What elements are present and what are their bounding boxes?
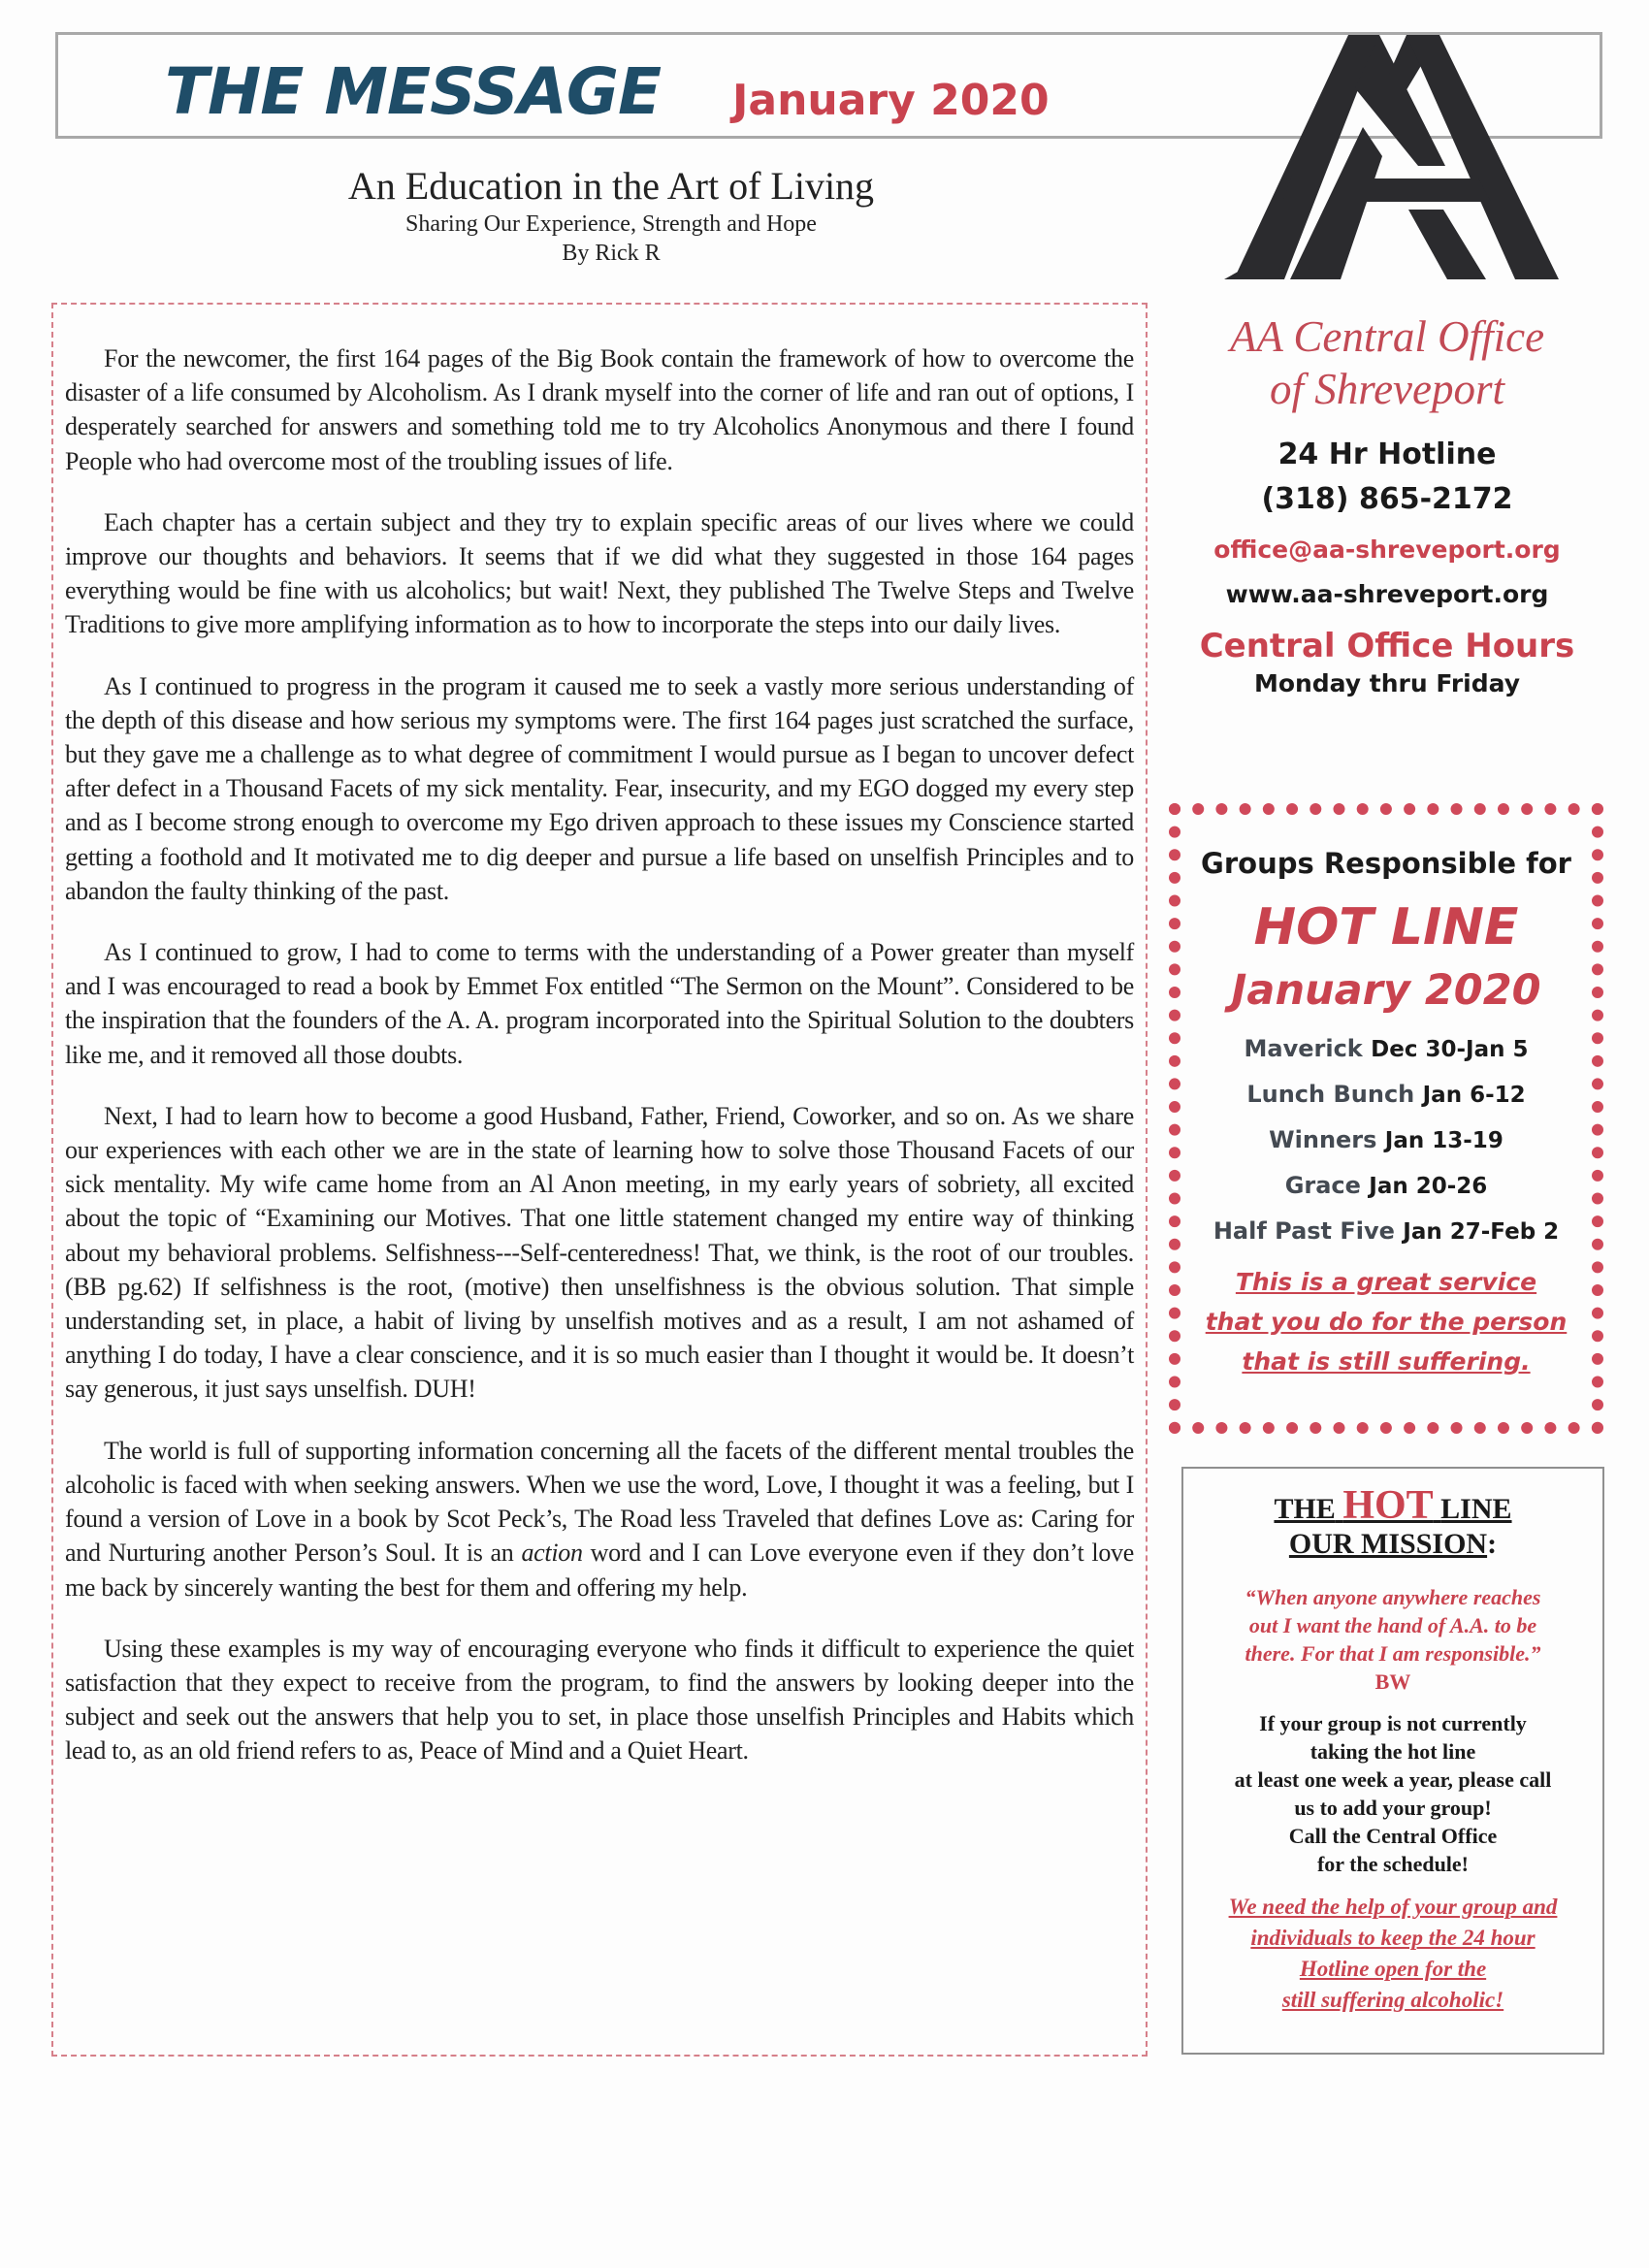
note-line: This is a great service <box>1235 1268 1537 1296</box>
group-dates: Jan 27-Feb 2 <box>1403 1219 1560 1245</box>
appeal-line: Hotline open for the <box>1299 1957 1487 1981</box>
group-dates: Jan 6-12 <box>1422 1083 1526 1108</box>
group-name: Winners <box>1269 1126 1377 1153</box>
group-name: Lunch Bunch <box>1246 1081 1415 1108</box>
hotline-title: HOT LINE <box>1253 898 1519 956</box>
issue-date: January 2020 <box>732 76 1050 125</box>
body-line: taking the hot line <box>1310 1739 1476 1764</box>
mission-box <box>1181 1467 1604 2055</box>
mission-body <box>1183 1709 1602 1878</box>
hotline-group-row <box>1180 1118 1592 1163</box>
article-heading <box>291 163 931 268</box>
group-dates: Jan 20-26 <box>1369 1174 1488 1199</box>
body-line: at least one week a year, please call <box>1234 1767 1552 1792</box>
quote-line: “When anyone anywhere reaches <box>1245 1585 1541 1609</box>
note-line: that is still suffering. <box>1242 1347 1531 1376</box>
office-email-link[interactable]: office@aa-shreveport.org <box>1213 535 1561 564</box>
title-colon: : <box>1487 1528 1498 1560</box>
article-paragraph: For the newcomer, the first 164 pages of the Big Book contain the framework of how to overcome the disaster of a life consumed by Alcoholism. As I drank myself into the corner of life and ran out of options, I desperately searched for answers and something told me to try Alcoholics Anonymous and there I found People who had overcome most of the troubling issues of life. <box>65 344 1134 475</box>
hotline-schedule-box <box>1169 803 1603 1434</box>
office-name-line: of Shreveport <box>1269 365 1505 413</box>
hotline-group-row <box>1180 1209 1592 1254</box>
quote-line: out I want the hand of A.A. to be <box>1248 1613 1537 1637</box>
title-mission: OUR MISSION <box>1288 1528 1488 1560</box>
article-paragraph <box>65 1434 1134 1604</box>
hotline-thanks-note <box>1180 1262 1592 1381</box>
article-paragraph: Using these examples is my way of encouraging everyone who finds it difficult to experience the quiet satisfaction that they expect to receive from the program, to find the answers by looking deeper into the subject and seek out the answers that help you to set, in place those unselfish Principles and Habits which lead to, as an old friend refers to as, Peace of Mind and a Quiet Heart. <box>65 1634 1134 1766</box>
article-title: An Education in the Art of Living <box>347 164 875 208</box>
mission-appeal <box>1183 1892 1602 2016</box>
title-the: THE <box>1274 1493 1336 1525</box>
body-line: Call the Central Office <box>1288 1824 1498 1848</box>
article-paragraph: As I continued to grow, I had to come to terms with the understanding of a Power greater than myself and I was encouraged to read a book by Emmet Fox entitled “The Sermon on the Mount”. Considered to be the inspiration that the founders of the A. A. program incorporated into the Spiritual Solution to the doubters like me, and it removed all those doubts. <box>65 938 1134 1069</box>
hotline-group-row <box>1180 1163 1592 1209</box>
hotline-phone[interactable]: (318) 865-2172 <box>1261 482 1513 516</box>
title-line: LINE <box>1440 1493 1512 1525</box>
body-line: If your group is not currently <box>1259 1711 1527 1735</box>
office-hours-days: Monday thru Friday <box>1253 669 1521 697</box>
group-name: Grace <box>1284 1172 1361 1199</box>
body-line: us to add your group! <box>1294 1796 1492 1820</box>
hotline-group-row <box>1180 1072 1592 1118</box>
body-line: for the schedule! <box>1316 1852 1470 1876</box>
mission-quote <box>1183 1583 1602 1668</box>
article-byline: By Rick R <box>562 241 661 266</box>
office-name-line: AA Central Office <box>1229 312 1545 361</box>
hotline-label: 24 Hr Hotline <box>1277 437 1497 471</box>
note-line: that you do for the person <box>1205 1308 1568 1336</box>
hotline-group-row <box>1180 1026 1592 1072</box>
quote-line: there. For that I am responsible.” <box>1245 1641 1541 1666</box>
appeal-line: We need the help of your group and <box>1228 1895 1558 1919</box>
mission-title-line1 <box>1183 1483 1602 1528</box>
article-paragraph: As I continued to progress in the program it caused me to seek a vastly more serious understanding of the depth of this disease and how serious my symptoms were. The first 164 pages just scratched the surface, but they gave me a challenge as to what degree of commitment I would pursue as I began to uncover defect after defect in a Thousand Facets of my sick mentality. Fear, insecurity, and my EGO dogged my every step and as I become strong enough to overcome my Ego driven approach to these issues my Conscience started getting a foothold and It motivated me to dig deeper and pursue a life based on unselfish Principles and to abandon the faulty thinking of the past. <box>65 671 1134 905</box>
logo-text: AA <box>1224 35 1226 36</box>
article-paragraph: Next, I had to learn how to become a good Husband, Father, Friend, Coworker, and so on. As we share our experiences with each other we are in the state of learning how to solve those Thousand Facets of our sick mentality. My wife came home from an Al Anon meeting, in my early years of sobriety, all excited about the topic of “Examining our Motives. That one little statement changed my entire way of thinking about my behavioral problems. Selfishness---Self-centeredness! That, we think, is the root of our troubles. (BB pg.62) If selfishness is the root, (motive) then unselfishness is the obvious solution. That simple understanding set, in place, a habit of living by unselfish motives and as a result, I am not ashamed of anything I do today, I have a clear conscience, and it is so much easier than I thought it would be. It doesn’t say generous, it just says unselfish. DUH! <box>65 1101 1134 1404</box>
paragraph-text: The world is full of supporting information concerning all the facets of the different mental troubles the alcoholic is faced with when seeking answers. When we use the word, Love, I thought it was a feeling, but I found a version of Love in a book by Scot Peck’s, The Road less Traveled that defines Love as: Caring for and Nurturing another Person’s Soul. It is an <box>65 1436 1134 1568</box>
quote-author: BW <box>1374 1669 1411 1694</box>
newsletter-title: THE MESSAGE <box>165 54 662 129</box>
aa-logo-icon <box>1224 35 1559 285</box>
mission-title-line2 <box>1183 1527 1602 1562</box>
mission-title <box>1183 1483 1602 1562</box>
paragraph-text: word and I can Love everyone even if they don’t love me back by sincerely wanting the best for them and offering my help. <box>65 1539 1134 1602</box>
website-link[interactable]: www.aa-shreveport.org <box>1225 580 1549 608</box>
appeal-line: individuals to keep the 24 hour <box>1250 1926 1536 1950</box>
hotline-month: January 2020 <box>1231 966 1541 1015</box>
group-name: Maverick <box>1244 1035 1363 1062</box>
appeal-line: still suffering alcoholic! <box>1281 1988 1504 2012</box>
office-info <box>1159 310 1615 700</box>
office-hours-title: Central Office Hours <box>1199 627 1575 665</box>
article-subtitle: Sharing Our Experience, Strength and Hope <box>405 211 817 237</box>
emphasis-text: action <box>521 1539 583 1568</box>
title-hot: HOT <box>1342 1483 1434 1528</box>
article-paragraph: Each chapter has a certain subject and they try to explain specific areas of our lives where we could improve our thoughts and behaviors. It seems that if we did what they suggested in those 164 pages everything would be fine with us alcoholics; but wait! Next, they published The Twelve Steps and Twelve Traditions to give more amplifying information as to how to incorporate the steps into our daily lives. <box>65 507 1134 639</box>
group-name: Half Past Five <box>1212 1217 1395 1245</box>
group-dates: Jan 13-19 <box>1384 1128 1504 1153</box>
article-body <box>51 303 1148 2057</box>
hotline-heading: Groups Responsible for <box>1201 847 1571 880</box>
office-name <box>1159 310 1615 415</box>
group-dates: Dec 30-Jan 5 <box>1371 1037 1529 1062</box>
